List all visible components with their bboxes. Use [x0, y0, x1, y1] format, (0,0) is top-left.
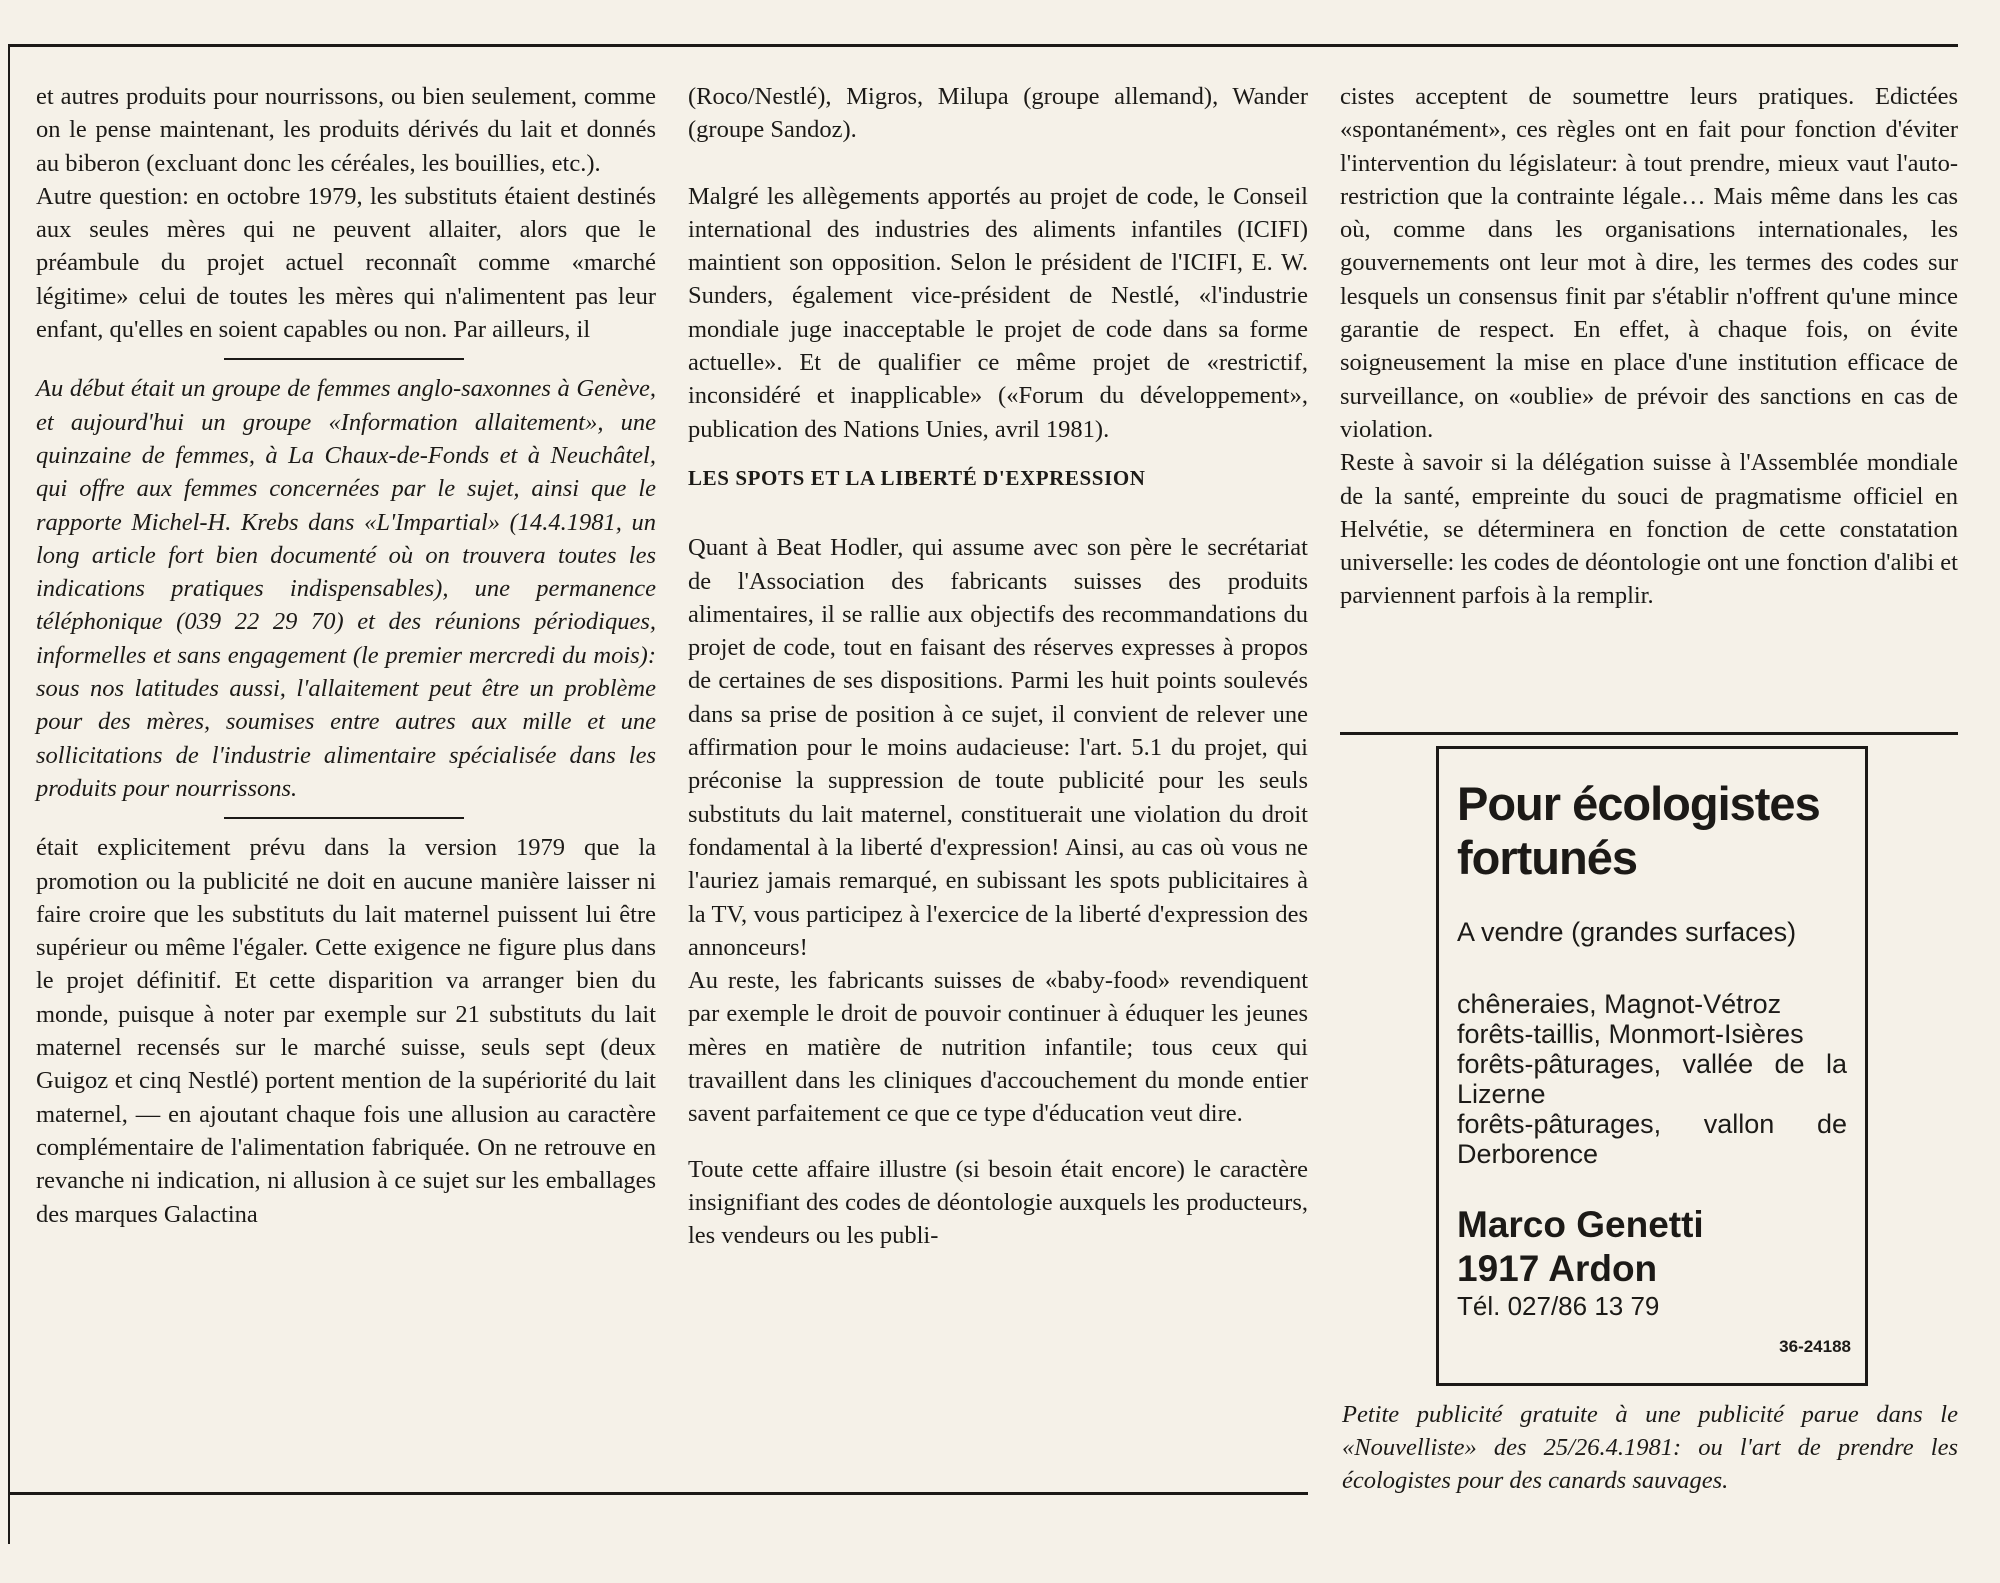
- ad-reference-code: 36-24188: [1779, 1337, 1851, 1356]
- ad-property-list: [1457, 989, 1847, 1169]
- ad-top-rule: [1340, 732, 1958, 735]
- ad-property-item: forêts-pâturages, vallon de Derborence: [1457, 1109, 1847, 1169]
- ad-property-item: chêneraies, Magnot-Vétroz: [1457, 989, 1782, 1019]
- col1-paragraph-1: et autres produits pour nourrissons, ou bien seulement, comme on le pense maintenant, les produits dérivés du lait et donnés au biberon (excluant donc les céréales, les bouillies, etc.).: [36, 83, 656, 177]
- col2-paragraph-1: (Roco/Nestlé), Migros, Milupa (groupe allemand), Wander (groupe Sandoz).: [688, 83, 1308, 144]
- ad-seller: [1457, 1203, 1847, 1291]
- col2-paragraph-2: Malgré les allègements apportés au projet de code, le Conseil international des industries des aliments infantiles (ICIFI) maintient son opposition. Selon le président de l'ICIFI, E. W. Sunders, également vice-président de Nestlé, «l'industrie mondiale juge inacceptable le projet de code dans sa forme actuelle». Et de qualifier ce même projet de «restrictif, inconsidéré et inapplicable» («Forum du développement», publication des Nations Unies, avril 1981).: [688, 182, 1308, 443]
- ad-seller-city: 1917 Ardon: [1457, 1248, 1658, 1289]
- ad-subtitle: A vendre (grandes surfaces): [1457, 917, 1797, 947]
- col2-paragraph-3: Quant à Beat Hodler, qui assume avec son père le secrétariat de l'Association des fabricants suisses des produits alimentaires, il se rallie aux objectifs des recommandations du projet de code, tout en faisant des réserves expresses à propos de certaines de ses dispositions. Parmi les huit points soulevés dans sa prise de position à ce sujet, il convient de relever une affirmation pour le moins audacieuse: l'art. 5.1 du projet, qui préconise la suppression de toute publicité pour les seuls substituts du lait maternel, constituerait une violation du droit fondamental à la liberté d'expression! Ainsi, au cas où vous ne l'auriez jamais remarqué, en subissant les spots publicitaires à la TV, vous participez à l'exercice de la liberté d'expression des annonceurs!: [688, 534, 1308, 961]
- col3-paragraph-1: cistes acceptent de soumettre leurs pratiques. Edictées «spontanément», ces règles ont en fait pour fonction d'éviter l'intervention du législateur: à tout prendre, mieux vaut l'auto-restriction que la contrainte légale… Mais même dans les cas où, comme dans les organisations internationales, les gouvernements ont leur mot à dire, les termes des codes sur lesquels un consensus finit par s'établir n'offrent qu'une mince garantie de respect. En effet, à chaque fois, on évite soigneusement la mise en place d'une institution efficace de surveillance, on «oublie» de prévoir des sanctions en cas de violation.: [1340, 83, 1958, 443]
- column-1: [36, 80, 656, 1231]
- ad-title: [1457, 777, 1847, 885]
- left-edge-rule: [8, 44, 10, 1544]
- column-2: [688, 80, 1308, 1253]
- advertisement-box: [1436, 746, 1868, 1386]
- col2-paragraph-5: Toute cette affaire illustre (si besoin était encore) le caractère insignifiant des codes de déontologie auxquels les producteurs, les vendeurs ou les publi-: [688, 1155, 1308, 1250]
- ad-property-item: forêts-taillis, Monmort-Isières: [1457, 1019, 1804, 1049]
- bottom-rule: [8, 1492, 1308, 1495]
- section-heading: LES SPOTS ET LA LIBERTÉ D'EXPRESSION: [688, 465, 1146, 490]
- column-3: [1340, 80, 1958, 613]
- col1-paragraph-3: était explicitement prévu dans la version 1979 que la promotion ou la publicité ne doit en aucune manière laisser ni faire croire que les substituts du lait maternel puissent lui être supérieur ou même l'égaler. Cette exigence ne figure plus dans le projet définitif. Et cette disparition va arranger bien du monde, puisque à noter par exemple sur 21 substituts du lait maternel recensés sur le marché suisse, seuls sept (deux Guigoz et cinq Nestlé) portent mention de la supériorité du lait maternel, — en ajoutant chaque fois une allusion au caractère complémentaire de l'alimentation fabriquée. On ne retrouve en revanche ni indication, ni allusion à ce sujet sur les emballages des marques Galactina: [36, 834, 656, 1228]
- ad-phone: Tél. 027/86 13 79: [1457, 1291, 1660, 1321]
- col3-paragraph-2: Reste à savoir si la délégation suisse à l'Assemblée mondiale de la santé, empreinte du souci de pragmatisme officiel en Helvétie, se déterminera en fonction de cette constatation universelle: les codes de déontologie ont une fonction d'alibi et parviennent parfois à la remplir.: [1340, 449, 1958, 610]
- ad-property-item: forêts-pâturages, vallée de la Lizerne: [1457, 1049, 1847, 1109]
- inset-box-text: Au début était un groupe de femmes anglo-saxonnes à Genève, et aujourd'hui un groupe «Information allaitement», une quinzaine de femmes, à La Chaux-de-Fonds et à Neuchâtel, qui offre aux femmes concernées par le sujet, ainsi que le rapporte Michel-H. Krebs dans «L'Impartial» (14.4.1981, un long article fort bien documenté où on trouvera toutes les indications pratiques indispensables), une permanence téléphonique (039 22 29 70) et des réunions périodiques, informelles et sans engagement (le premier mercredi du mois): sous nos latitudes aussi, l'allaitement peut être un problème pour des mères, soumises entre autres aux mille et une sollicitations de l'industrie alimentaire spécialisée dans les produits pour nourrissons.: [36, 375, 656, 802]
- ad-title-line-2: fortunés: [1457, 831, 1637, 884]
- ad-title-line-1: Pour écologistes: [1457, 777, 1820, 830]
- inset-top-divider: [224, 358, 464, 360]
- col2-paragraph-4: Au reste, les fabricants suisses de «baby-food» revendiquent par exemple le droit de pouvoir continuer à éduquer les jeunes mères en matière de nutrition infantile; tous ceux qui travaillent dans les cliniques d'accouchement du monde entier savent parfaitement ce que ce type d'éducation veut dire.: [688, 967, 1308, 1128]
- ad-seller-name: Marco Genetti: [1457, 1204, 1704, 1245]
- col1-paragraph-2: Autre question: en octobre 1979, les substituts étaient destinés aux seules mères qui ne peuvent allaiter, alors que le préambule du projet actuel reconnaît comme «marché légitime» celui de toutes les mères qui n'alimentent pas leur enfant, qu'elles en soient capables ou non. Par ailleurs, il: [36, 182, 656, 344]
- inset-bottom-divider: [224, 817, 464, 819]
- ad-caption: Petite publicité gratuite à une publicité parue dans le «Nouvelliste» des 25/26.4.1981: ou l'art de prendre les écologistes pour des canards sauvages.: [1342, 1401, 1958, 1494]
- top-rule: [8, 44, 1958, 47]
